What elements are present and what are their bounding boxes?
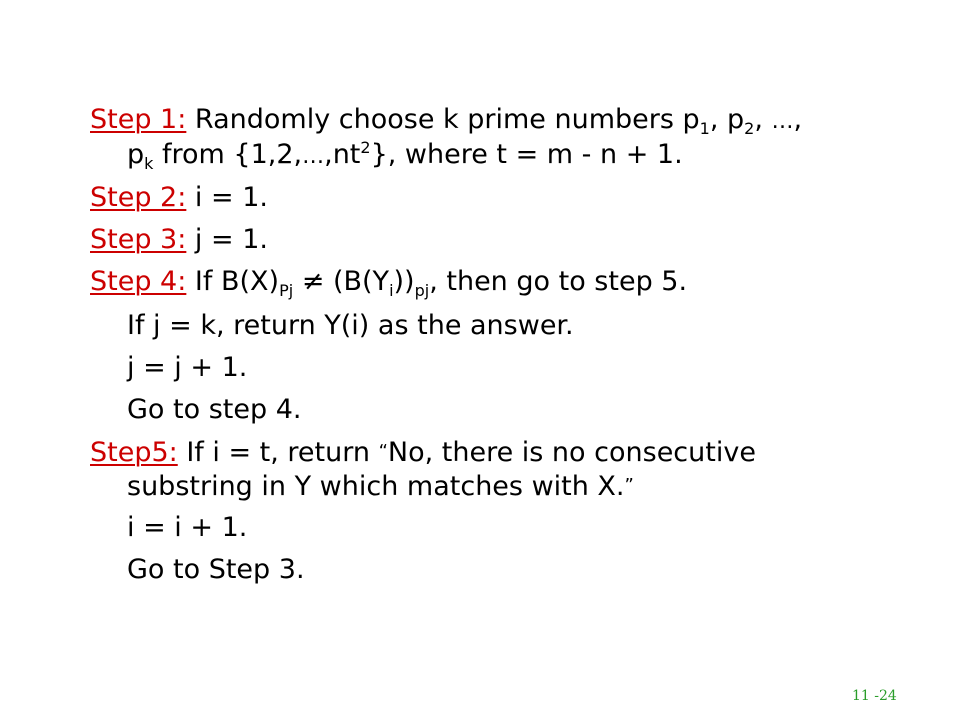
step2-label: Step 2:	[90, 182, 187, 213]
step4-text4: , then go to step 5.	[429, 266, 688, 297]
step4-sub2: i	[389, 281, 394, 300]
step5-cont: substring in Y which matches with X.	[127, 471, 625, 502]
step5-text2: No, there is no consecutive	[387, 437, 756, 468]
step4-neq: ≠	[293, 266, 333, 297]
step1-sub2: 2	[744, 119, 755, 138]
step5-open-quote: “	[378, 441, 388, 462]
step5-close-quote: ”	[624, 475, 634, 496]
step1-cont-sup: 2	[360, 138, 371, 157]
step1-text: Randomly choose k prime numbers p	[186, 104, 700, 135]
step3-label: Step 3:	[90, 224, 187, 255]
step1-ellipsis: …	[771, 109, 794, 134]
step1-text4: ,	[793, 104, 803, 135]
step5-line1	[90, 436, 756, 469]
step1-sub1: 1	[699, 119, 710, 138]
step5-line3: i = i + 1.	[127, 512, 248, 543]
step1-text2: , p	[709, 104, 745, 135]
step4-text1: If B(X)	[186, 266, 280, 297]
step5-line2	[127, 470, 634, 503]
step1-cont-p: p	[127, 139, 145, 170]
step4-line3: j = j + 1.	[127, 352, 248, 383]
step1-cont-text2: ,nt	[324, 139, 361, 170]
step4-text3: ))	[393, 266, 415, 297]
step2-line	[90, 182, 268, 214]
step4-text2: (B(Y	[332, 266, 390, 297]
step4-sub3: pj	[414, 281, 430, 300]
step2-text: i = 1.	[186, 182, 268, 213]
step5-label: Step5:	[90, 437, 178, 468]
step5-text1: If i = t, return	[177, 437, 379, 468]
step4-line2: If j = k, return Y(i) as the answer.	[127, 310, 574, 341]
step4-sub1: Pj	[279, 281, 294, 300]
step4-label: Step 4:	[90, 266, 187, 297]
page-number: 11 -24	[852, 688, 897, 704]
step1-label: Step 1:	[90, 104, 187, 135]
step1-cont-ellipsis: …	[302, 144, 325, 169]
step3-text: j = 1.	[186, 224, 268, 255]
step1-cont-text1: from {1,2,	[153, 139, 303, 170]
step1-cont-text3: }, where t = m - n + 1.	[370, 139, 683, 170]
step3-line	[90, 224, 268, 256]
step4-line4: Go to step 4.	[127, 394, 302, 425]
step1-cont-sub: k	[144, 154, 154, 173]
step1-line1	[90, 104, 802, 138]
step4-line1	[90, 266, 687, 298]
step1-line2	[127, 139, 683, 173]
step1-text3: ,	[754, 104, 772, 135]
step5-line4: Go to Step 3.	[127, 554, 305, 585]
